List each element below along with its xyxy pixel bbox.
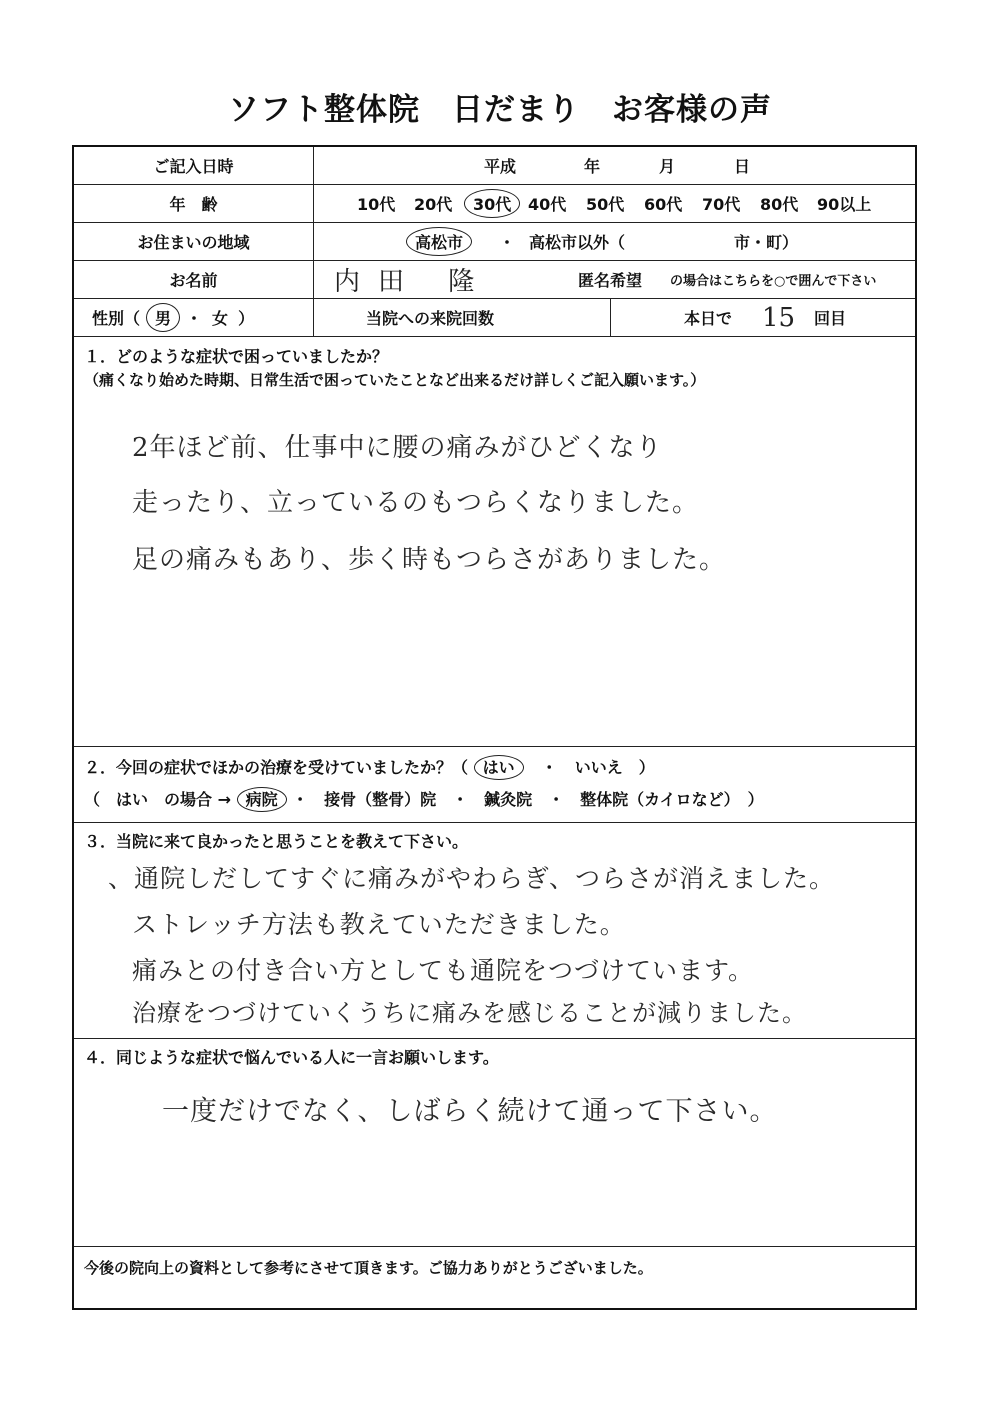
age-70[interactable]: 70代 (702, 195, 741, 214)
age-50[interactable]: 50代 (586, 195, 625, 214)
visit-count[interactable]: 15 (762, 302, 796, 333)
gender-close: ） (238, 309, 255, 328)
area-row (74, 223, 915, 261)
area-takamatsu-circled[interactable]: 高松市 (406, 227, 472, 256)
footer-section (74, 1247, 915, 1308)
q2-followup (84, 787, 764, 810)
area-city-town: 市・町） (734, 233, 799, 252)
q4-answer[interactable]: 一度だけでなく、しばらく続けて通って下さい。 (162, 1096, 778, 1127)
name-row (74, 261, 915, 299)
anonymous-label[interactable]: 匿名希望 (578, 271, 643, 290)
age-10[interactable]: 10代 (357, 195, 396, 214)
gender-visits-row (74, 299, 915, 337)
age-40[interactable]: 40代 (528, 195, 567, 214)
q2-other-options[interactable]: ・ 接骨（整骨）院 ・ 鍼灸院 ・ 整体院（カイロなど） ） (292, 790, 764, 809)
age-60[interactable]: 60代 (644, 195, 683, 214)
q3-answer-line[interactable]: 痛みとの付き合い方としても通院をつづけています。 (132, 956, 755, 985)
q3-heading: ３．当院に来て良かったと思うことを教えて下さい。 (84, 832, 469, 851)
today-label: 本日で (684, 309, 733, 328)
area-outside[interactable]: 高松市以外（ (529, 233, 626, 252)
age-label: 年 齢 (74, 185, 314, 222)
visit-unit: 回目 (814, 309, 847, 328)
q1-answer-line[interactable]: 走ったり、立っているのもつらくなりました。 (132, 488, 700, 518)
month-label: 月 (659, 157, 676, 176)
date-label: ご記入日時 (74, 147, 314, 184)
q1-heading: １．どのような症状で困っていましたか？ (84, 347, 389, 366)
name-field[interactable] (314, 261, 915, 298)
date-field[interactable] (314, 147, 915, 184)
q2-no[interactable]: いいえ ） (574, 758, 655, 777)
age-options[interactable] (314, 185, 915, 222)
visits-label: 当院への来院回数 (366, 309, 495, 328)
q2-question (84, 755, 655, 778)
age-row (74, 185, 915, 223)
visits-field (314, 299, 915, 336)
date-row (74, 147, 915, 185)
q3-answer-line[interactable]: ストレッチ方法も教えていただきました。 (132, 910, 626, 939)
q2-separator: ・ (541, 758, 558, 777)
gender-male-circled[interactable]: 男 (146, 303, 180, 332)
footer-note: 今後の院向上の資料として参考にさせて頂きます。ご協力ありがとうございました。 (84, 1259, 653, 1277)
q2-hospital-circled[interactable]: 病院 (237, 787, 287, 812)
age-90plus[interactable]: 90以上 (817, 195, 872, 214)
q3-answer-line[interactable]: 、通院しだしてすぐに痛みがやわらぎ、つらさが消えました。 (108, 864, 836, 893)
q4-section (74, 1039, 915, 1247)
area-label: お住まいの地域 (74, 223, 314, 260)
visits-divider (610, 299, 611, 336)
page-title: ソフト整体院 日だまり お客様の声 (228, 92, 772, 128)
q3-section (74, 823, 915, 1039)
q4-heading: ４．同じような症状で悩んでいる人に一言お願いします。 (84, 1048, 499, 1067)
era-label: 平成 (484, 157, 517, 176)
q1-answer-line[interactable]: 2年ほど前、仕事中に腰の痛みがひどくなり (132, 433, 663, 463)
q2-yes-circled[interactable]: はい (474, 755, 524, 780)
q2-heading: ２．今回の症状でほかの治療を受けていましたか？（ (84, 758, 469, 777)
anonymous-note: の場合はこちらを○で囲んで下さい (670, 274, 877, 289)
age-30-circled[interactable]: 30代 (464, 189, 520, 218)
q1-subheading: （痛くなり始めた時期、日常生活で困っていたことなど出来るだけ詳しくご記入願います。） (84, 371, 706, 389)
q3-answer-line[interactable]: 治療をつづけていくうちに痛みを感じることが減りました。 (132, 999, 807, 1027)
q1-answer-line[interactable]: 足の痛みもあり、歩く時もつらさがありました。 (132, 545, 727, 575)
day-label: 日 (734, 157, 751, 176)
area-options[interactable] (314, 223, 915, 260)
age-20[interactable]: 20代 (414, 195, 453, 214)
q2-if-yes: （ はい の場合 → (84, 790, 231, 809)
q2-section (74, 747, 915, 823)
area-separator: ・ (499, 233, 516, 252)
gender-field[interactable] (74, 299, 314, 336)
year-label: 年 (584, 157, 601, 176)
age-80[interactable]: 80代 (760, 195, 799, 214)
q1-section (74, 337, 915, 747)
survey-form (72, 145, 917, 1310)
name-label: お名前 (74, 261, 314, 298)
gender-label: 性別（ (92, 309, 141, 328)
gender-separator: ・ (186, 309, 203, 328)
gender-female[interactable]: 女 (212, 309, 229, 328)
name-value: 内田 隆 (334, 267, 493, 297)
